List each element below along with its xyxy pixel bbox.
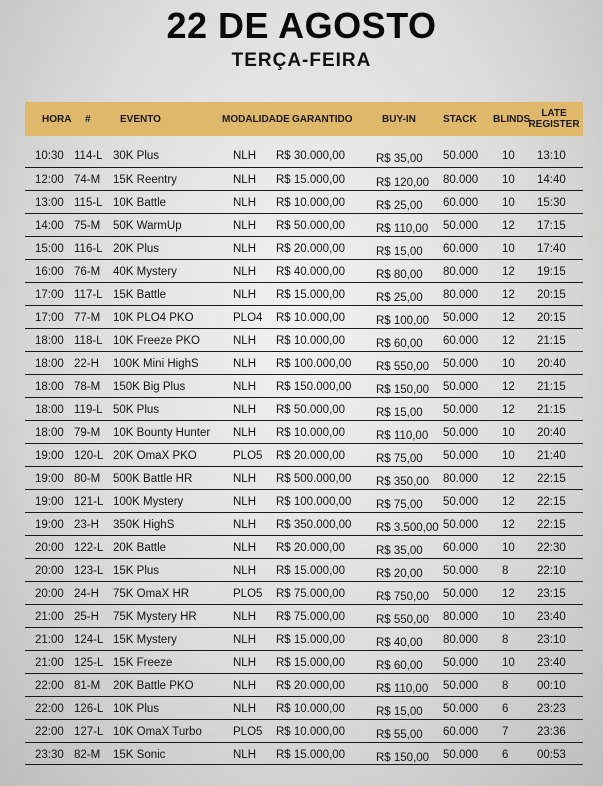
cell-late-register: 00:53: [537, 749, 566, 761]
cell-blinds: 10: [502, 174, 515, 186]
cell-evento: 40K Mystery: [113, 266, 177, 278]
cell-evento: 15K Plus: [113, 565, 160, 577]
table-row: [25, 443, 583, 466]
cell-modalidade: NLH: [233, 266, 257, 278]
cell-modalidade: NLH: [233, 335, 257, 347]
cell-stack: 50.000: [443, 703, 479, 715]
cell-modalidade: NLH: [233, 381, 257, 393]
cell-blinds: 6: [502, 703, 509, 715]
cell-late-register: 21:15: [537, 381, 566, 393]
cell-modalidade: NLH: [233, 404, 257, 416]
table-row: [25, 696, 583, 719]
cell-garantido: R$ 15.000,00: [276, 657, 346, 669]
cell-stack: 80.000: [443, 174, 479, 186]
table-row: [25, 397, 583, 420]
cell-modalidade: NLH: [233, 542, 257, 554]
cell-late-register: 20:15: [537, 312, 566, 324]
cell-blinds: 10: [502, 450, 515, 462]
cell-hora: 22:00: [35, 680, 64, 692]
cell-blinds: 10: [502, 611, 515, 623]
cell-modalidade: NLH: [233, 289, 257, 301]
cell-stack: 80.000: [443, 289, 479, 301]
cell-hora: 21:00: [35, 611, 64, 623]
cell-garantido: R$ 75.000,00: [276, 611, 346, 623]
cell-buy-in: R$ 120,00: [376, 177, 430, 189]
cell-garantido: R$ 20.000,00: [276, 243, 346, 255]
table-body: [25, 144, 583, 765]
cell-stack: 50.000: [443, 565, 479, 577]
cell-number: 126-L: [74, 703, 104, 715]
cell-evento: 10K Plus: [113, 703, 160, 715]
table-row: [25, 604, 583, 627]
cell-hora: 18:00: [35, 404, 64, 416]
cell-hora: 13:00: [35, 197, 64, 209]
cell-stack: 50.000: [443, 312, 479, 324]
cell-hora: 19:00: [35, 496, 64, 508]
cell-modalidade: PLO5: [233, 726, 263, 738]
cell-late-register: 23:40: [537, 611, 566, 623]
cell-garantido: R$ 50.000,00: [276, 220, 346, 232]
cell-late-register: 20:15: [537, 289, 566, 301]
table-row: [25, 282, 583, 305]
cell-evento: 10K Bounty Hunter: [113, 427, 211, 439]
cell-stack: 50.000: [443, 150, 479, 162]
cell-buy-in: R$ 15,00: [376, 407, 423, 419]
cell-evento: 15K Reentry: [113, 174, 177, 186]
cell-modalidade: PLO5: [233, 588, 263, 600]
cell-modalidade: NLH: [233, 197, 257, 209]
cell-evento: 75K Mystery HR: [113, 611, 197, 623]
cell-stack: 50.000: [443, 657, 479, 669]
cell-stack: 50.000: [443, 749, 479, 761]
column-header-buy-in: BUY-IN: [382, 113, 416, 125]
cell-buy-in: R$ 150,00: [376, 384, 430, 396]
cell-number: 77-M: [74, 312, 101, 324]
cell-modalidade: NLH: [233, 358, 257, 370]
table-row: [25, 535, 583, 558]
cell-stack: 60.000: [443, 542, 479, 554]
cell-garantido: R$ 15.000,00: [276, 565, 346, 577]
cell-evento: 50K WarmUp: [113, 220, 182, 232]
cell-modalidade: NLH: [233, 634, 257, 646]
cell-hora: 22:00: [35, 703, 64, 715]
cell-modalidade: NLH: [233, 519, 257, 531]
table-row: [25, 328, 583, 351]
cell-garantido: R$ 100.000,00: [276, 496, 352, 508]
cell-late-register: 17:40: [537, 243, 566, 255]
cell-number: 76-M: [74, 266, 101, 278]
cell-late-register: 22:15: [537, 496, 566, 508]
cell-hora: 20:00: [35, 565, 64, 577]
cell-garantido: R$ 20.000,00: [276, 680, 346, 692]
cell-evento: 350K HighS: [113, 519, 175, 531]
table-row: [25, 420, 583, 443]
cell-stack: 50.000: [443, 680, 479, 692]
cell-blinds: 8: [502, 680, 509, 692]
table-row: [25, 489, 583, 512]
cell-blinds: 8: [502, 565, 509, 577]
cell-number: 78-M: [74, 381, 101, 393]
cell-garantido: R$ 50.000,00: [276, 404, 346, 416]
cell-stack: 50.000: [443, 588, 479, 600]
cell-number: 118-L: [74, 335, 103, 347]
table-row: [25, 351, 583, 374]
cell-stack: 80.000: [443, 634, 479, 646]
table-row: [25, 581, 583, 604]
cell-garantido: R$ 20.000,00: [276, 450, 346, 462]
cell-stack: 50.000: [443, 381, 479, 393]
cell-garantido: R$ 100.000,00: [276, 358, 352, 370]
cell-late-register: 22:10: [537, 565, 566, 577]
cell-evento: 10K Battle: [113, 197, 167, 209]
cell-number: 81-M: [74, 680, 101, 692]
cell-buy-in: R$ 75,00: [376, 453, 423, 465]
cell-blinds: 12: [502, 289, 515, 301]
cell-number: 121-L: [74, 496, 104, 508]
column-header-evento: EVENTO: [120, 113, 161, 125]
cell-blinds: 12: [502, 496, 515, 508]
cell-modalidade: NLH: [233, 243, 257, 255]
cell-stack: 50.000: [443, 358, 479, 370]
table-row: [25, 673, 583, 696]
cell-buy-in: R$ 110,00: [376, 430, 429, 442]
cell-late-register: 23:15: [537, 588, 566, 600]
cell-blinds: 10: [502, 427, 515, 439]
table-row: [25, 144, 583, 167]
cell-blinds: 10: [502, 197, 515, 209]
cell-late-register: 23:36: [537, 726, 566, 738]
cell-late-register: 17:15: [537, 220, 566, 232]
cell-modalidade: NLH: [233, 749, 257, 761]
cell-buy-in: R$ 550,00: [376, 614, 430, 626]
cell-stack: 80.000: [443, 266, 479, 278]
cell-garantido: R$ 10.000,00: [276, 427, 346, 439]
cell-late-register: 15:30: [537, 197, 566, 209]
cell-modalidade: NLH: [233, 427, 257, 439]
cell-buy-in: R$ 35,00: [376, 545, 423, 557]
table-row: [25, 466, 583, 489]
cell-blinds: 8: [502, 634, 509, 646]
cell-buy-in: R$ 15,00: [376, 246, 423, 258]
cell-evento: 150K Big Plus: [113, 381, 186, 393]
cell-modalidade: NLH: [233, 220, 257, 232]
cell-garantido: R$ 20.000,00: [276, 542, 346, 554]
cell-blinds: 12: [502, 519, 515, 531]
cell-blinds: 12: [502, 473, 515, 485]
table-row: [25, 259, 583, 282]
cell-evento: 500K Battle HR: [113, 473, 193, 485]
cell-modalidade: NLH: [233, 680, 257, 692]
cell-late-register: 21:15: [537, 404, 566, 416]
cell-blinds: 10: [502, 542, 515, 554]
cell-hora: 21:00: [35, 657, 64, 669]
cell-number: 127-L: [74, 726, 104, 738]
cell-hora: 19:00: [35, 519, 64, 531]
cell-evento: 10K PLO4 PKO: [113, 312, 194, 324]
cell-evento: 20K OmaX PKO: [113, 450, 197, 462]
cell-garantido: R$ 10.000,00: [276, 312, 346, 324]
cell-modalidade: NLH: [233, 611, 257, 623]
cell-late-register: 21:40: [537, 450, 566, 462]
cell-late-register: 22:30: [537, 542, 566, 554]
cell-modalidade: NLH: [233, 565, 257, 577]
cell-garantido: R$ 15.000,00: [276, 634, 346, 646]
cell-blinds: 12: [502, 588, 515, 600]
cell-late-register: 20:40: [537, 358, 566, 370]
cell-hora: 17:00: [35, 289, 64, 301]
cell-hora: 14:00: [35, 220, 64, 232]
cell-blinds: 10: [502, 358, 515, 370]
cell-modalidade: NLH: [233, 150, 257, 162]
cell-blinds: 10: [502, 243, 515, 255]
cell-garantido: R$ 40.000,00: [276, 266, 346, 278]
cell-stack: 50.000: [443, 496, 479, 508]
cell-modalidade: NLH: [233, 703, 257, 715]
column-header-stack: STACK: [443, 113, 477, 125]
cell-blinds: 10: [502, 150, 515, 162]
cell-buy-in: R$ 60,00: [376, 338, 423, 350]
cell-modalidade: PLO4: [233, 312, 263, 324]
cell-blinds: 12: [502, 220, 515, 232]
cell-stack: 50.000: [443, 450, 479, 462]
cell-buy-in: R$ 750,00: [376, 591, 430, 603]
table-row: [25, 558, 583, 581]
cell-evento: 15K Sonic: [113, 749, 166, 761]
cell-evento: 10K Freeze PKO: [113, 335, 200, 347]
cell-hora: 18:00: [35, 335, 64, 347]
cell-late-register: 22:15: [537, 473, 566, 485]
cell-buy-in: R$ 35,00: [376, 153, 423, 165]
schedule-table: [25, 102, 583, 765]
cell-hora: 15:00: [35, 243, 64, 255]
cell-late-register: 23:40: [537, 657, 566, 669]
cell-hora: 16:00: [35, 266, 64, 278]
cell-stack: 50.000: [443, 404, 479, 416]
cell-evento: 75K OmaX HR: [113, 588, 190, 600]
table-row: [25, 374, 583, 397]
cell-hora: 21:00: [35, 634, 64, 646]
cell-buy-in: R$ 3.500,00: [376, 522, 439, 534]
cell-hora: 18:00: [35, 381, 64, 393]
cell-number: 82-M: [74, 749, 101, 761]
cell-late-register: 00:10: [537, 680, 566, 692]
cell-late-register: 13:10: [537, 150, 566, 162]
cell-evento: 20K Battle PKO: [113, 680, 194, 692]
cell-buy-in: R$ 25,00: [376, 200, 423, 212]
cell-hora: 20:00: [35, 542, 64, 554]
cell-hora: 19:00: [35, 473, 64, 485]
cell-buy-in: R$ 40,00: [376, 637, 423, 649]
cell-number: 22-H: [74, 358, 99, 370]
cell-evento: 10K OmaX Turbo: [113, 726, 202, 738]
cell-stack: 80.000: [443, 611, 479, 623]
column-header-number: #: [85, 113, 91, 125]
cell-late-register: 14:40: [537, 174, 566, 186]
cell-hora: 20:00: [35, 588, 64, 600]
cell-hora: 23:30: [35, 749, 64, 761]
cell-stack: 80.000: [443, 473, 479, 485]
cell-buy-in: R$ 15,00: [376, 706, 423, 718]
cell-number: 24-H: [74, 588, 99, 600]
cell-number: 74-M: [74, 174, 101, 186]
page-title: 22 DE AGOSTO: [166, 5, 437, 46]
cell-garantido: R$ 10.000,00: [276, 726, 346, 738]
table-header: [25, 102, 583, 136]
cell-garantido: R$ 15.000,00: [276, 174, 346, 186]
column-header-modalidade: MODALIDADE: [222, 113, 290, 125]
cell-stack: 60.000: [443, 197, 479, 209]
cell-evento: 50K Plus: [113, 404, 160, 416]
cell-buy-in: R$ 350,00: [376, 476, 430, 488]
cell-blinds: 12: [502, 335, 515, 347]
cell-number: 124-L: [74, 634, 104, 646]
table-row: [25, 190, 583, 213]
cell-number: 25-H: [74, 611, 99, 623]
cell-garantido: R$ 10.000,00: [276, 335, 346, 347]
cell-modalidade: NLH: [233, 496, 257, 508]
cell-garantido: R$ 10.000,00: [276, 703, 346, 715]
cell-hora: 19:00: [35, 450, 64, 462]
cell-evento: 15K Battle: [113, 289, 167, 301]
cell-stack: 50.000: [443, 427, 479, 439]
cell-blinds: 12: [502, 404, 515, 416]
cell-garantido: R$ 15.000,00: [276, 289, 346, 301]
cell-evento: 100K Mystery: [113, 496, 184, 508]
cell-number: 114-L: [74, 150, 103, 162]
table-row: [25, 650, 583, 673]
cell-buy-in: R$ 80,00: [376, 269, 423, 281]
cell-buy-in: R$ 25,00: [376, 292, 423, 304]
cell-buy-in: R$ 150,00: [376, 752, 430, 764]
cell-blinds: 12: [502, 312, 515, 324]
cell-buy-in: R$ 20,00: [376, 568, 423, 580]
cell-number: 120-L: [74, 450, 104, 462]
cell-buy-in: R$ 55,00: [376, 729, 423, 741]
cell-buy-in: R$ 110,00: [376, 683, 429, 695]
cell-blinds: 10: [502, 657, 515, 669]
cell-blinds: 6: [502, 749, 509, 761]
cell-stack: 60.000: [443, 243, 479, 255]
cell-number: 122-L: [74, 542, 104, 554]
table-row: [25, 719, 583, 742]
table-row: [25, 512, 583, 535]
cell-number: 75-M: [74, 220, 101, 232]
cell-garantido: R$ 30.000,00: [276, 150, 346, 162]
cell-evento: 20K Battle: [113, 542, 167, 554]
cell-garantido: R$ 10.000,00: [276, 197, 346, 209]
cell-blinds: 7: [502, 726, 509, 738]
column-header-blinds: BLINDS: [493, 113, 531, 125]
table-row: [25, 627, 583, 650]
cell-number: 125-L: [74, 657, 104, 669]
cell-garantido: R$ 500.000,00: [276, 473, 352, 485]
cell-number: 115-L: [74, 197, 103, 209]
cell-garantido: R$ 150.000,00: [276, 381, 352, 393]
table-row: [25, 305, 583, 328]
cell-buy-in: R$ 75,00: [376, 499, 423, 511]
cell-hora: 18:00: [35, 358, 64, 370]
cell-evento: 15K Freeze: [113, 657, 173, 669]
cell-number: 123-L: [74, 565, 104, 577]
cell-blinds: 12: [502, 381, 515, 393]
cell-modalidade: NLH: [233, 473, 257, 485]
table-row: [25, 167, 583, 190]
cell-garantido: R$ 15.000,00: [276, 749, 346, 761]
cell-stack: 60.000: [443, 726, 479, 738]
cell-hora: 10:30: [35, 150, 64, 162]
cell-evento: 100K Mini HighS: [113, 358, 199, 370]
cell-number: 117-L: [74, 289, 103, 301]
column-header-garantido: GARANTIDO: [292, 113, 353, 125]
cell-stack: 60.000: [443, 335, 479, 347]
cell-number: 116-L: [74, 243, 103, 255]
cell-buy-in: R$ 550,00: [376, 361, 430, 373]
cell-late-register: 21:15: [537, 335, 566, 347]
column-header-hora: HORA: [42, 113, 72, 125]
cell-hora: 17:00: [35, 312, 64, 324]
cell-hora: 12:00: [35, 174, 64, 186]
cell-hora: 18:00: [35, 427, 64, 439]
cell-hora: 22:00: [35, 726, 64, 738]
cell-stack: 50.000: [443, 220, 479, 232]
cell-blinds: 12: [502, 266, 515, 278]
cell-late-register: 20:40: [537, 427, 566, 439]
cell-evento: 15K Mystery: [113, 634, 177, 646]
cell-late-register: 22:15: [537, 519, 566, 531]
column-header-late-register: LATE REGISTER: [528, 108, 580, 130]
cell-garantido: R$ 350.000,00: [276, 519, 352, 531]
cell-buy-in: R$ 100,00: [376, 315, 430, 327]
cell-modalidade: NLH: [233, 174, 257, 186]
table-row: [25, 236, 583, 259]
cell-buy-in: R$ 110,00: [376, 223, 429, 235]
cell-number: 80-M: [74, 473, 101, 485]
cell-number: 79-M: [74, 427, 101, 439]
cell-late-register: 23:23: [537, 703, 566, 715]
cell-evento: 20K Plus: [113, 243, 160, 255]
page-subtitle: TERÇA-FEIRA: [231, 50, 372, 71]
cell-number: 119-L: [74, 404, 103, 416]
cell-number: 23-H: [74, 519, 99, 531]
cell-modalidade: NLH: [233, 657, 257, 669]
cell-late-register: 19:15: [537, 266, 566, 278]
cell-buy-in: R$ 60,00: [376, 660, 423, 672]
cell-stack: 50.000: [443, 519, 479, 531]
cell-garantido: R$ 75.000,00: [276, 588, 346, 600]
table-row: [25, 213, 583, 236]
cell-modalidade: PLO5: [233, 450, 263, 462]
cell-late-register: 23:10: [537, 634, 566, 646]
cell-evento: 30K Plus: [113, 150, 160, 162]
table-row: [25, 742, 583, 765]
